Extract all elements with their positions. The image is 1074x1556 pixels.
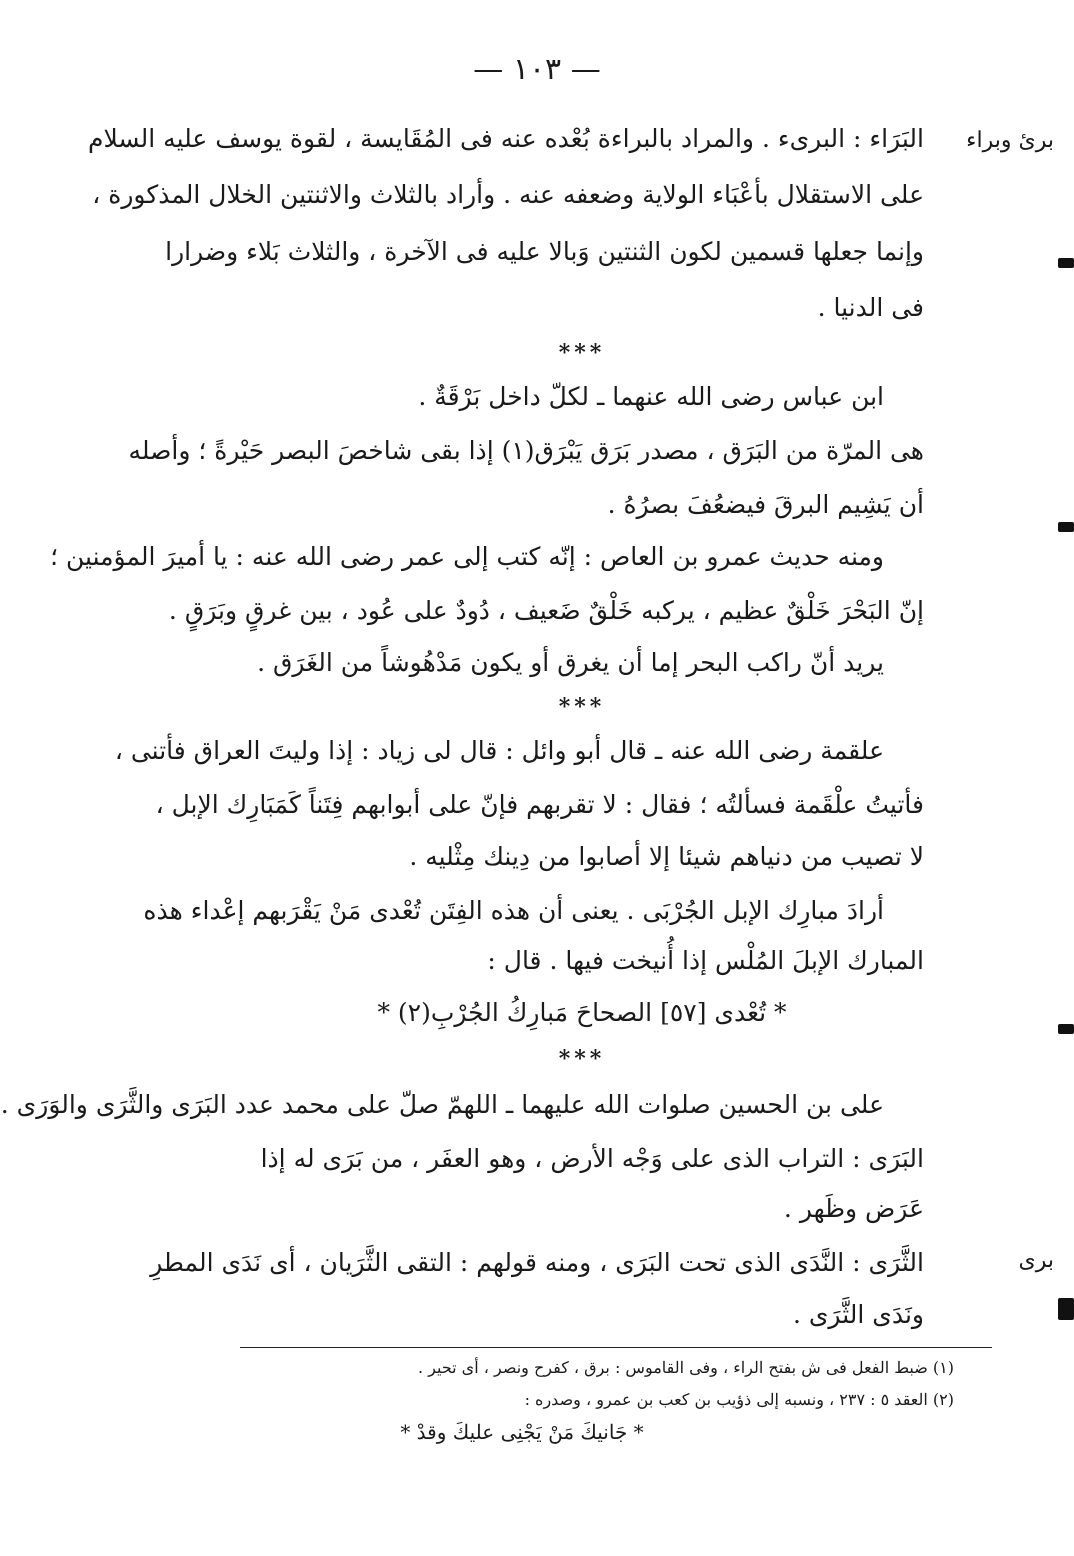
text-line: لا تصيب من دنياهم شيئا إلا أصابوا من دِينك مِثْليه . xyxy=(409,842,924,871)
text-line: الثَّرَى : النَّدَى الذى تحت البَرَى ، ومنه قولهم : التقى الثَّرَيان ، أى نَدَى المطرِ xyxy=(150,1248,924,1277)
edge-mark xyxy=(1058,522,1074,532)
text-line: ومنه حديث عمرو بن العاص : إنّه كتب إلى عمر رضى الله عنه : يا أميرَ المؤمنين ؛ xyxy=(50,542,884,571)
text-line: أرادَ مبارِك الإبل الجُرْبَى . يعنى أن هذه الفِتَن تُعْدى مَنْ يَقْرَبهم إعْداء هذه xyxy=(143,896,884,925)
text-line: البَرَاء : البرىء . والمراد بالبراءة بُعْده عنه فى المُقَايسة ، لقوة يوسف عليه السلام xyxy=(87,124,924,153)
edge-mark xyxy=(1058,1024,1074,1034)
section-separator: *** xyxy=(558,1046,606,1072)
text-line: وإنما جعلها قسمين لكون الثنتين وَبالا عليه فى الآخرة ، والثلاث بَلاء وضرارا xyxy=(165,237,924,266)
margin-note-bottom: برى xyxy=(1018,1248,1054,1273)
text-line: فأتيتُ علْقَمة فسألتُه ؛ فقال : لا تقربهم فإنّ على أبوابهم فِتَناً كَمَبَارِك الإبل ، xyxy=(155,790,924,819)
edge-mark xyxy=(1058,258,1074,268)
section-separator: *** xyxy=(558,694,606,720)
text-line: إنّ البَحْرَ خَلْقٌ عظيم ، يركبه خَلْقٌ ضَعيف ، دُودٌ على عُود ، بين غرقٍ وبَرَقٍ . xyxy=(168,596,924,625)
text-line: ونَدَى الثَّرَى . xyxy=(792,1300,924,1329)
page-number: — ١٠٣ — xyxy=(473,52,601,87)
text-line: أن يَشِيم البرقَ فيضعُفَ بصرُهُ . xyxy=(607,490,924,519)
text-line: هى المرّة من البَرَق ، مصدر بَرَق يَبْرَق(١) إذا بقى شاخصَ البصر حَيْرةً ؛ وأصله xyxy=(128,436,924,465)
text-line: يريد أنّ راكب البحر إما أن يغرق أو يكون مَدْهُوشاً من الغَرَق . xyxy=(257,648,884,677)
text-line: علقمة رضى الله عنه ـ قال أبو وائل : قال لى زياد : إذا وليتَ العراق فأتنى ، xyxy=(114,736,884,765)
text-line: المبارك الإبلَ المُلْس إذا أُنيخت فيها . قال : xyxy=(487,946,924,975)
margin-note-top: برئ وبراء xyxy=(966,128,1054,153)
text-line: فى الدنيا . xyxy=(817,293,924,322)
text-line: على الاستقلال بأعْبَاء الولاية وضعفه عنه . وأراد بالثلاث والاثنتين الخلال المذكورة ، xyxy=(92,180,924,209)
footnote-verse: * جَانيكَ مَنْ يَجْنِى عليكَ وقدْ * xyxy=(400,1420,644,1444)
text-line: ابن عباس رضى الله عنهما ـ لكلّ داخل بَرْقَةٌ . xyxy=(418,382,884,411)
text-line: على بن الحسين صلوات الله عليهما ـ اللهمّ صلّ على محمد عدد البَرَى والثَّرَى والوَرَى . xyxy=(0,1090,884,1119)
edge-mark xyxy=(1058,1298,1074,1320)
section-separator: *** xyxy=(558,340,606,366)
text-line: عَرَض وظَهر . xyxy=(783,1194,924,1223)
footnote-2: (٢) العقد ٥ : ٢٣٧ ، ونسبه إلى ذؤيب بن كعب بن عمرو ، وصدره : xyxy=(524,1390,954,1409)
footnote-rule xyxy=(240,1347,992,1348)
verse-line: * تُعْدى [٥٧] الصحاحَ مَبارِكُ الجُرْبِ(٢) * xyxy=(377,998,787,1027)
text-line: البَرَى : التراب الذى على وَجْه الأرض ، وهو العفَر ، من بَرَى له إذا xyxy=(260,1144,924,1173)
footnote-1: (١) ضبط الفعل فى ش بفتح الراء ، وفى القاموس : برق ، كفرح ونصر ، أى تحير . xyxy=(417,1358,954,1377)
